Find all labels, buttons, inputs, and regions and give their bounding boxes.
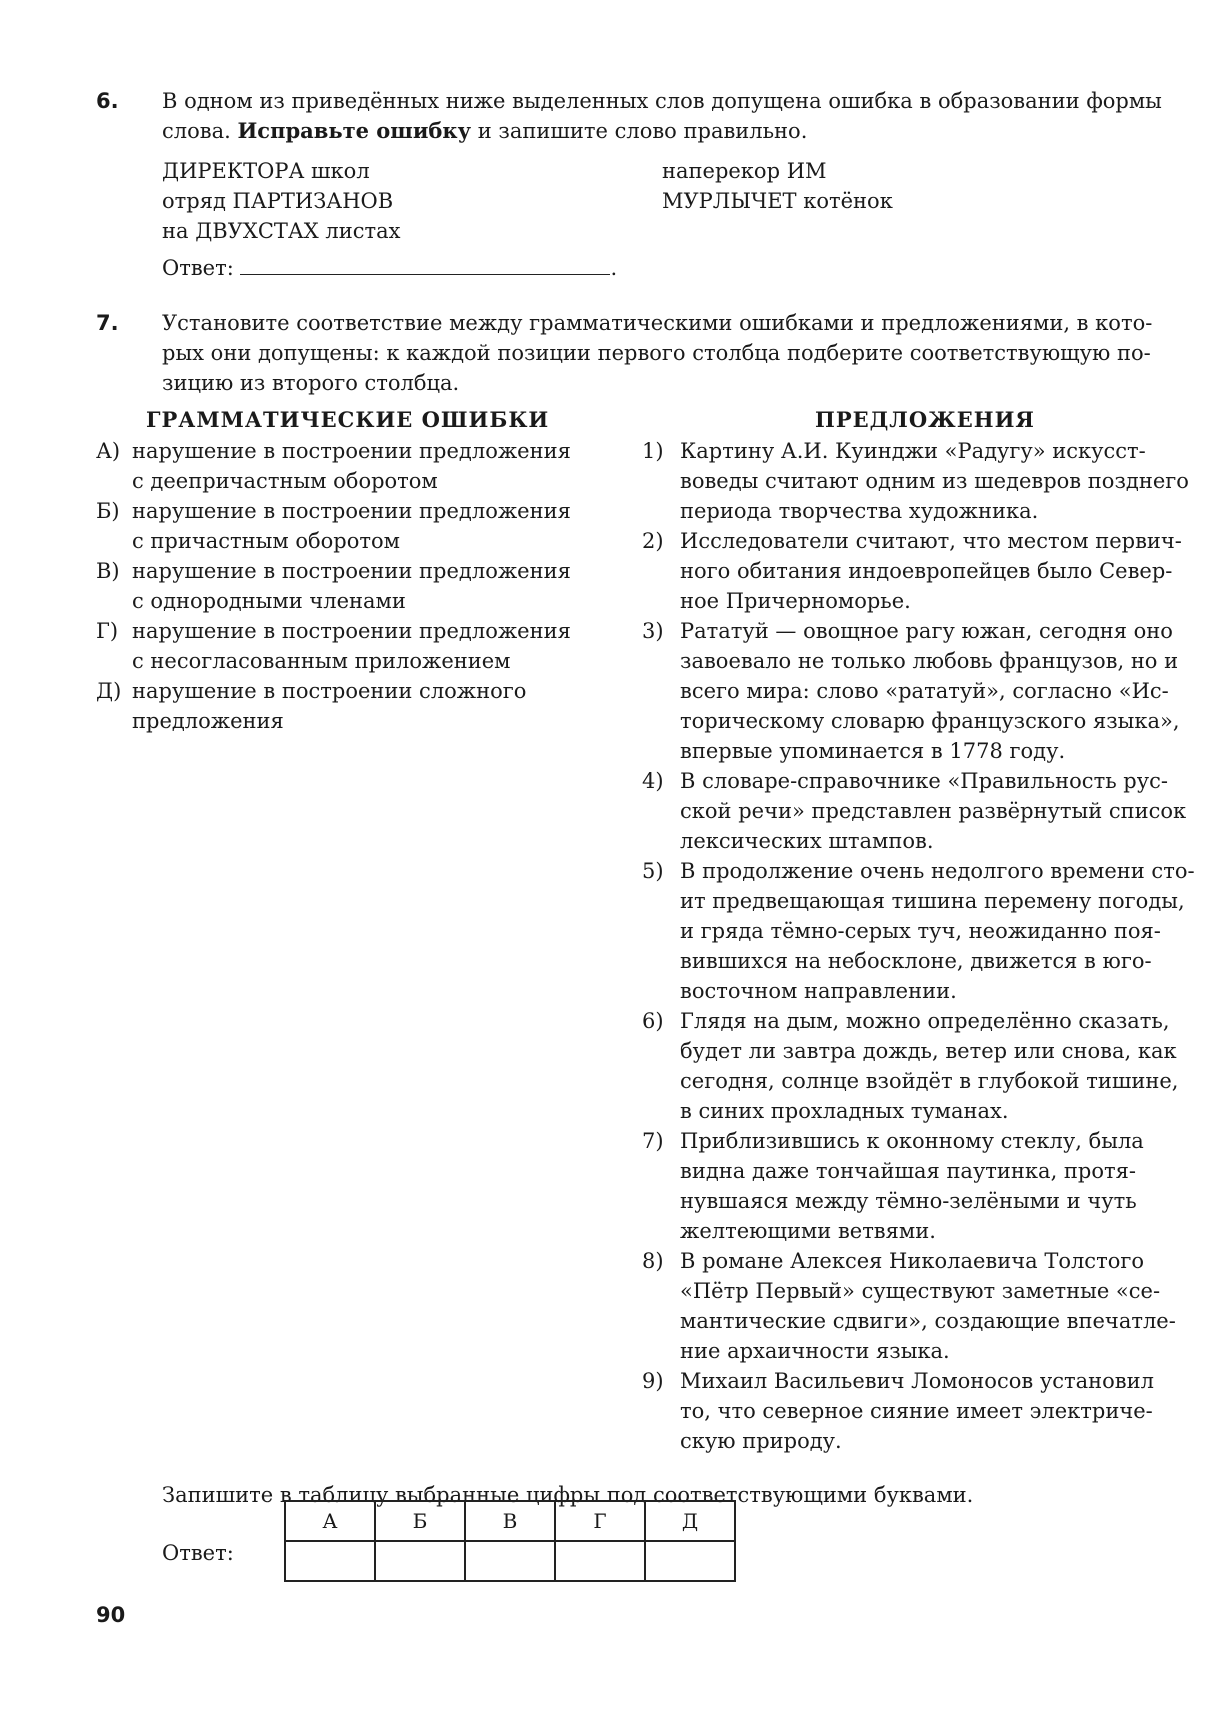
answer-table-header-row bbox=[285, 1501, 735, 1541]
sentence-label: 8) bbox=[642, 1249, 664, 1273]
error-text-line: с однородными членами bbox=[132, 589, 406, 613]
answer-cell-b[interactable] bbox=[375, 1541, 465, 1581]
sentence-text-line: то, что северное сияние имеет электриче- bbox=[680, 1399, 1153, 1423]
sentence-text-line: ного обитания индоевропейцев было Север- bbox=[680, 559, 1173, 583]
answer-table bbox=[284, 1500, 736, 1582]
sentence-item bbox=[642, 766, 1198, 856]
error-item bbox=[96, 676, 576, 736]
error-label: Д) bbox=[96, 679, 122, 703]
sentence-text-line: Исследователи считают, что местом первич- bbox=[680, 529, 1182, 553]
answer-table-input-row bbox=[285, 1541, 735, 1581]
sentence-item bbox=[642, 526, 1198, 616]
sentence-text-line: всего мира: слово «рататуй», согласно «Ис- bbox=[680, 679, 1169, 703]
sentence-item bbox=[642, 1126, 1198, 1246]
sentence-text-line: мантические сдвиги», создающие впечатле- bbox=[680, 1309, 1176, 1333]
sentence-item bbox=[642, 436, 1198, 526]
sentence-text-line: в синих прохладных туманах. bbox=[680, 1099, 1009, 1123]
sentence-item bbox=[642, 856, 1198, 1006]
error-item bbox=[96, 616, 576, 676]
error-label: А) bbox=[96, 439, 121, 463]
task-6-word-4: наперекор ИМ bbox=[662, 159, 827, 183]
sentence-text-line: «Пётр Первый» существуют заметные «се- bbox=[680, 1279, 1161, 1303]
answer-cell-v[interactable] bbox=[465, 1541, 555, 1581]
task-6-line-2-pre: слова. bbox=[162, 119, 231, 143]
task-6-word-5: МУРЛЫЧЕТ котёнок bbox=[662, 189, 893, 213]
sentence-text-line: В продолжение очень недолгого времени сто- bbox=[680, 859, 1195, 883]
right-column-header: ПРЕДЛОЖЕНИЯ bbox=[815, 407, 1035, 432]
task-6-text bbox=[162, 86, 1198, 146]
task-7-answer-label: Ответ: bbox=[162, 1541, 234, 1565]
task-6-word-1: ДИРЕКТОРА школ bbox=[162, 159, 370, 183]
page-number: 90 bbox=[96, 1603, 126, 1627]
sentence-label: 2) bbox=[642, 529, 664, 553]
task-6-answer-end: . bbox=[610, 256, 618, 280]
sentence-text-line: воведы считают одним из шедевров позднего bbox=[680, 469, 1189, 493]
sentence-label: 5) bbox=[642, 859, 664, 883]
sentence-label: 7) bbox=[642, 1129, 664, 1153]
task-6-number: 6. bbox=[96, 89, 119, 113]
error-text-line: нарушение в построении предложения bbox=[132, 439, 571, 463]
error-text-line: нарушение в построении предложения bbox=[132, 499, 571, 523]
sentence-label: 3) bbox=[642, 619, 664, 643]
sentence-text-line: Приблизившись к оконному стеклу, была bbox=[680, 1129, 1144, 1153]
answer-col-a: А bbox=[285, 1501, 375, 1541]
sentence-text-line: ние архаичности языка. bbox=[680, 1339, 950, 1363]
sentence-label: 1) bbox=[642, 439, 664, 463]
task-6-answer-field[interactable] bbox=[240, 252, 610, 275]
sentence-text-line: сегодня, солнце взойдёт в глубокой тишине, bbox=[680, 1069, 1179, 1093]
sentence-text-line: ное Причерноморье. bbox=[680, 589, 911, 613]
sentence-text-line: ской речи» представлен развёрнутый список bbox=[680, 799, 1187, 823]
task-7-intro-line-1: Установите соответствие между грамматическими ошибками и предложениями, в кото- bbox=[162, 311, 1153, 335]
sentence-text-line: восточном направлении. bbox=[680, 979, 957, 1003]
task-6-word-3: на ДВУХСТАХ листах bbox=[162, 219, 401, 243]
task-6-line-2-post: и запишите слово правильно. bbox=[477, 119, 808, 143]
task-6-words-left bbox=[162, 156, 401, 246]
error-text-line: с причастным оборотом bbox=[132, 529, 400, 553]
sentence-text-line: и гряда тёмно-серых туч, неожиданно поя- bbox=[680, 919, 1161, 943]
sentence-label: 4) bbox=[642, 769, 664, 793]
answer-col-g: Г bbox=[555, 1501, 645, 1541]
sentence-text-line: нувшаяся между тёмно-зелёными и чуть bbox=[680, 1189, 1137, 1213]
sentence-text-line: желтеющими ветвями. bbox=[680, 1219, 936, 1243]
table-instruction: Запишите в таблицу выбранные цифры под соответствующими буквами. bbox=[162, 1483, 974, 1507]
error-label: Г) bbox=[96, 619, 119, 643]
left-column-header: ГРАММАТИЧЕСКИЕ ОШИБКИ bbox=[146, 407, 550, 432]
answer-col-b: Б bbox=[375, 1501, 465, 1541]
sentence-label: 9) bbox=[642, 1369, 664, 1393]
answer-col-d: Д bbox=[645, 1501, 735, 1541]
error-item bbox=[96, 436, 576, 496]
task-7-intro-line-3: зицию из второго столбца. bbox=[162, 371, 460, 395]
sentence-item bbox=[642, 1006, 1198, 1126]
sentence-text-line: ит предвещающая тишина перемену погоды, bbox=[680, 889, 1185, 913]
sentence-text-line: впервые упоминается в 1778 году. bbox=[680, 739, 1066, 763]
error-label: В) bbox=[96, 559, 120, 583]
task-6-line-2 bbox=[162, 116, 1198, 146]
answer-cell-a[interactable] bbox=[285, 1541, 375, 1581]
task-6-answer bbox=[162, 252, 617, 283]
sentence-label: 6) bbox=[642, 1009, 664, 1033]
error-text-line: нарушение в построении предложения bbox=[132, 559, 571, 583]
answer-cell-g[interactable] bbox=[555, 1541, 645, 1581]
sentence-text-line: будет ли завтра дождь, ветер или снова, как bbox=[680, 1039, 1177, 1063]
sentence-text-line: видна даже тончайшая паутинка, протя- bbox=[680, 1159, 1136, 1183]
sentence-text-line: завоевало не только любовь французов, но и bbox=[680, 649, 1179, 673]
task-6-answer-label: Ответ: bbox=[162, 256, 234, 280]
sentence-text-line: лексических штампов. bbox=[680, 829, 934, 853]
error-item bbox=[96, 496, 576, 556]
error-text-line: с деепричастным оборотом bbox=[132, 469, 438, 493]
sentence-text-line: торическому словарю французского языка», bbox=[680, 709, 1180, 733]
answer-col-v: В bbox=[465, 1501, 555, 1541]
error-item bbox=[96, 556, 576, 616]
sentence-text-line: периода творчества художника. bbox=[680, 499, 1039, 523]
sentence-text-line: Рататуй — овощное рагу южан, сегодня оно bbox=[680, 619, 1173, 643]
task-6-words-right bbox=[662, 156, 893, 216]
answer-cell-d[interactable] bbox=[645, 1541, 735, 1581]
sentence-text-line: Глядя на дым, можно определённо сказать, bbox=[680, 1009, 1170, 1033]
sentence-text-line: вившихся на небосклоне, движется в юго- bbox=[680, 949, 1152, 973]
sentence-text-line: скую природу. bbox=[680, 1429, 842, 1453]
sentence-text-line: В словаре-справочнике «Правильность рус- bbox=[680, 769, 1168, 793]
sentence-text-line: Михаил Васильевич Ломоносов установил bbox=[680, 1369, 1154, 1393]
sentence-item bbox=[642, 1366, 1198, 1456]
sentence-item bbox=[642, 616, 1198, 766]
error-text-line: нарушение в построении предложения bbox=[132, 619, 571, 643]
error-text-line: нарушение в построении сложного bbox=[132, 679, 527, 703]
sentence-text-line: В романе Алексея Николаевича Толстого bbox=[680, 1249, 1144, 1273]
task-6-line-1: В одном из приведённых ниже выделенных слов допущена ошибка в образовании формы bbox=[162, 89, 1162, 113]
task-7-intro-line-2: рых они допущены: к каждой позиции первого столбца подберите соответствующую по- bbox=[162, 341, 1151, 365]
errors-list bbox=[96, 436, 576, 736]
error-text-line: с несогласованным приложением bbox=[132, 649, 511, 673]
task-7-number: 7. bbox=[96, 311, 119, 335]
sentences-list bbox=[642, 436, 1198, 1456]
error-label: Б) bbox=[96, 499, 120, 523]
sentence-item bbox=[642, 1246, 1198, 1366]
task-6-word-2: отряд ПАРТИЗАНОВ bbox=[162, 189, 394, 213]
error-text-line: предложения bbox=[132, 709, 284, 733]
task-6-line-2-bold: Исправьте ошибку bbox=[237, 118, 472, 143]
sentence-text-line: Картину А.И. Куинджи «Радугу» искусст- bbox=[680, 439, 1146, 463]
task-7-intro bbox=[162, 308, 1198, 398]
